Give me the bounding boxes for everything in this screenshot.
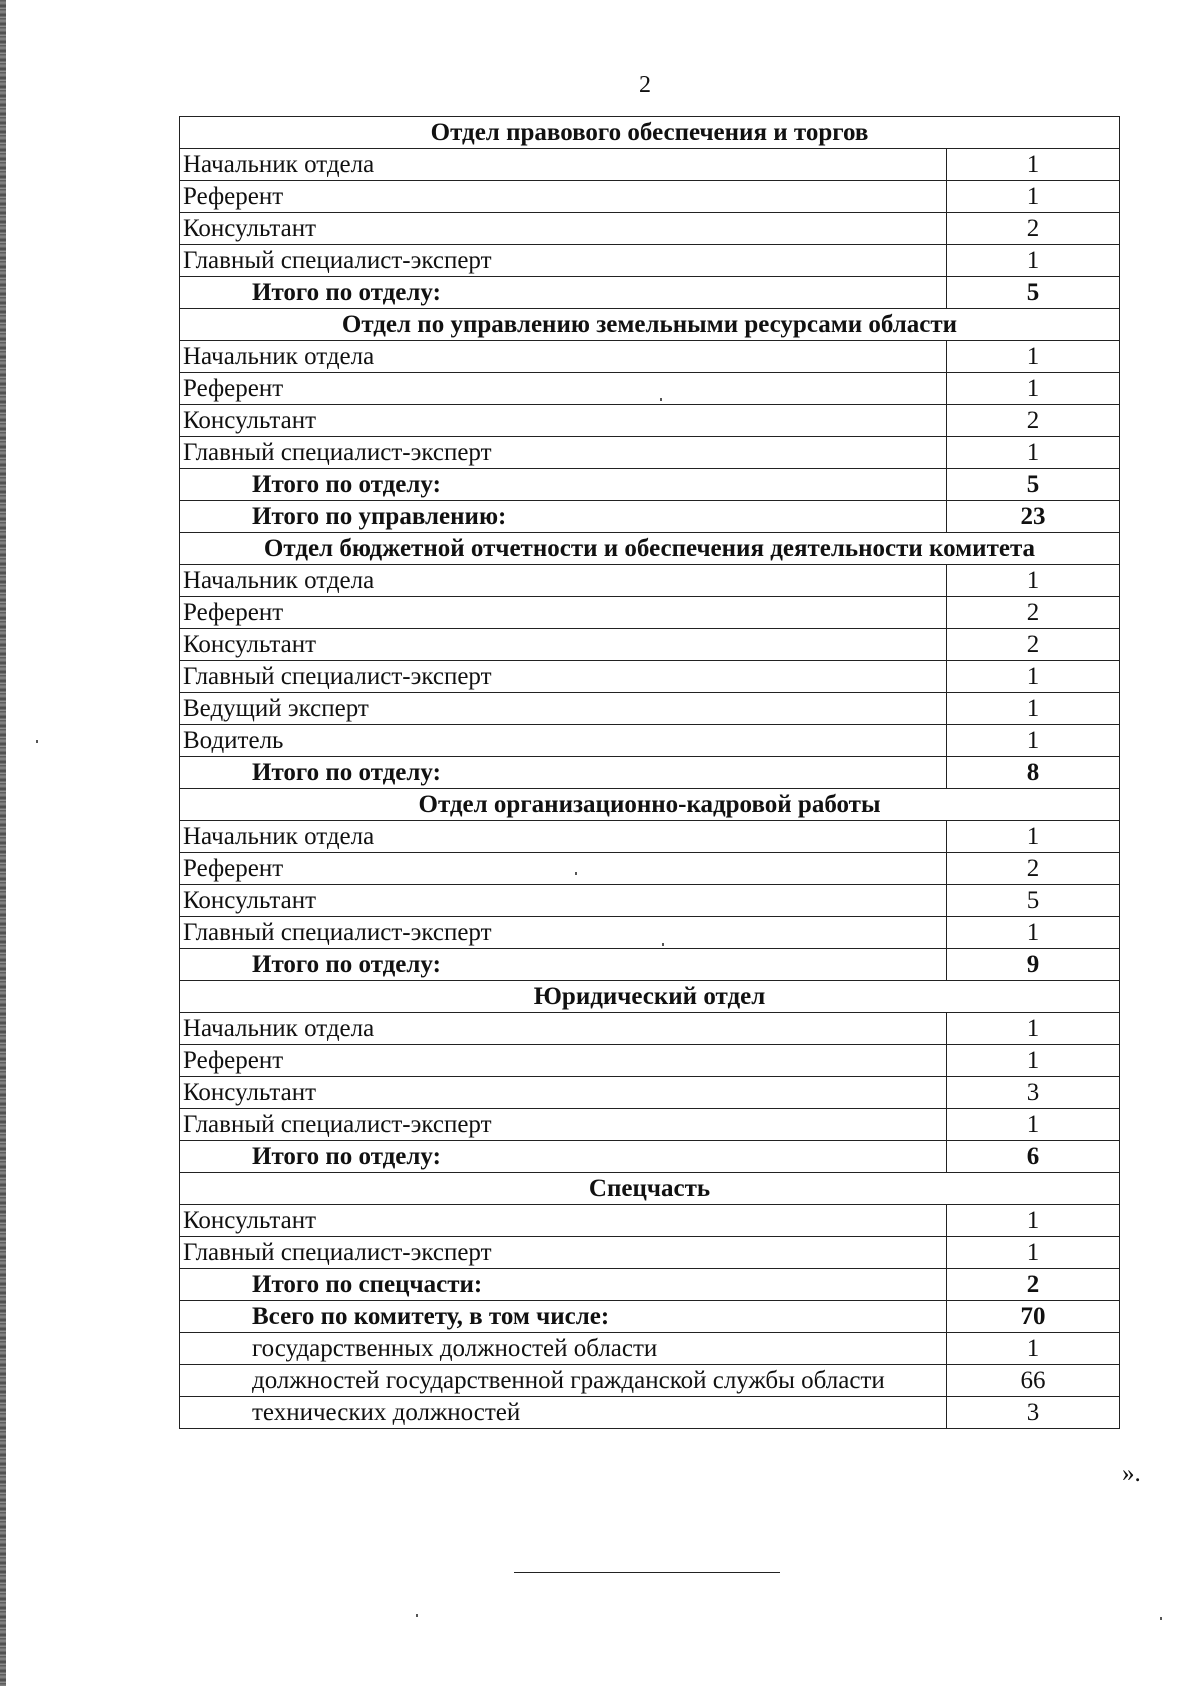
section-title: Юридический отдел [180,981,1120,1013]
position-label: Консультант [180,885,947,917]
table-row [180,1237,1120,1269]
table-row [180,725,1120,757]
position-count: 1 [947,373,1120,405]
position-label: Референт [180,597,947,629]
table-row [180,661,1120,693]
position-label: Начальник отдела [180,149,947,181]
position-count: 1 [947,693,1120,725]
position-count: 2 [947,405,1120,437]
position-count: 3 [947,1077,1120,1109]
table-row [180,181,1120,213]
position-label: Консультант [180,629,947,661]
total-row [180,1141,1120,1173]
table-row [180,1205,1120,1237]
grand-total-value: 70 [947,1301,1120,1333]
position-label: Референт [180,373,947,405]
breakdown-row [180,1365,1120,1397]
scan-edge [0,0,6,1686]
staff-table-body [180,117,1120,1429]
table-row [180,629,1120,661]
total-label: Итого по отделу: [180,949,947,981]
scan-speck [662,943,664,946]
section-title: Отдел правового обеспечения и торгов [180,117,1120,149]
total-row [180,469,1120,501]
scan-speck [416,1614,418,1617]
section-header-row [180,533,1120,565]
staff-table [179,116,1120,1429]
scan-speck [1160,1617,1162,1620]
position-label: Начальник отдела [180,341,947,373]
position-count: 1 [947,661,1120,693]
position-count: 1 [947,1013,1120,1045]
position-count: 2 [947,213,1120,245]
breakdown-label: должностей государственной гражданской службы области [180,1365,947,1397]
position-count: 5 [947,885,1120,917]
position-count: 2 [947,629,1120,661]
position-label: Главный специалист-эксперт [180,245,947,277]
position-count: 1 [947,1205,1120,1237]
total-value: 5 [947,469,1120,501]
position-count: 2 [947,597,1120,629]
position-label: Референт [180,181,947,213]
position-label: Референт [180,853,947,885]
position-label: Консультант [180,213,947,245]
breakdown-value: 66 [947,1365,1120,1397]
breakdown-row [180,1333,1120,1365]
table-row [180,693,1120,725]
table-row [180,917,1120,949]
total-label: Итого по отделу: [180,277,947,309]
table-row [180,373,1120,405]
position-label: Водитель [180,725,947,757]
total-value: 8 [947,757,1120,789]
scan-speck [36,740,38,743]
total-label: Итого по спецчасти: [180,1269,947,1301]
section-title: Отдел по управлению земельными ресурсами области [180,309,1120,341]
page-number: 2 [639,72,651,98]
table-row [180,149,1120,181]
position-label: Главный специалист-эксперт [180,661,947,693]
position-count: 1 [947,917,1120,949]
breakdown-value: 1 [947,1333,1120,1365]
end-rule [514,1572,780,1573]
section-header-row [180,1173,1120,1205]
position-label: Консультант [180,1077,947,1109]
position-count: 1 [947,1109,1120,1141]
position-count: 1 [947,821,1120,853]
section-title: Спецчасть [180,1173,1120,1205]
position-count: 1 [947,1045,1120,1077]
position-label: Референт [180,1045,947,1077]
position-label: Начальник отдела [180,565,947,597]
table-row [180,885,1120,917]
breakdown-row [180,1397,1120,1429]
total-label: Итого по отделу: [180,469,947,501]
total-label: Итого по управлению: [180,501,947,533]
position-label: Консультант [180,1205,947,1237]
position-count: 2 [947,853,1120,885]
closing-quote: ». [1122,1460,1141,1487]
table-row [180,341,1120,373]
scan-speck [660,398,662,401]
position-count: 1 [947,181,1120,213]
position-label: Главный специалист-эксперт [180,917,947,949]
breakdown-label: технических должностей [180,1397,947,1429]
position-count: 1 [947,341,1120,373]
section-header-row [180,789,1120,821]
position-label: Главный специалист-эксперт [180,1237,947,1269]
table-row [180,597,1120,629]
position-count: 1 [947,725,1120,757]
total-row [180,1269,1120,1301]
section-header-row [180,309,1120,341]
position-count: 1 [947,565,1120,597]
total-row [180,757,1120,789]
breakdown-value: 3 [947,1397,1120,1429]
total-row [180,501,1120,533]
total-value: 9 [947,949,1120,981]
section-title: Отдел организационно-кадровой работы [180,789,1120,821]
grand-total-row [180,1301,1120,1333]
table-row [180,437,1120,469]
table-row [180,565,1120,597]
grand-total-label: Всего по комитету, в том числе: [180,1301,947,1333]
scan-speck [575,872,577,875]
position-count: 1 [947,149,1120,181]
position-label: Главный специалист-эксперт [180,1109,947,1141]
position-label: Главный специалист-эксперт [180,437,947,469]
total-label: Итого по отделу: [180,757,947,789]
total-label: Итого по отделу: [180,1141,947,1173]
table-row [180,405,1120,437]
table-row [180,821,1120,853]
section-header-row [180,981,1120,1013]
position-count: 1 [947,245,1120,277]
table-row [180,1045,1120,1077]
total-value: 23 [947,501,1120,533]
position-count: 1 [947,437,1120,469]
position-label: Консультант [180,405,947,437]
total-value: 2 [947,1269,1120,1301]
table-row [180,213,1120,245]
total-row [180,277,1120,309]
section-title: Отдел бюджетной отчетности и обеспечения деятельности комитета [180,533,1120,565]
breakdown-label: государственных должностей области [180,1333,947,1365]
position-label: Ведущий эксперт [180,693,947,725]
total-value: 5 [947,277,1120,309]
table-row [180,245,1120,277]
total-value: 6 [947,1141,1120,1173]
section-header-row [180,117,1120,149]
position-count: 1 [947,1237,1120,1269]
total-row [180,949,1120,981]
position-label: Начальник отдела [180,821,947,853]
table-row [180,1109,1120,1141]
table-row [180,1013,1120,1045]
position-label: Начальник отдела [180,1013,947,1045]
table-row [180,853,1120,885]
table-row [180,1077,1120,1109]
